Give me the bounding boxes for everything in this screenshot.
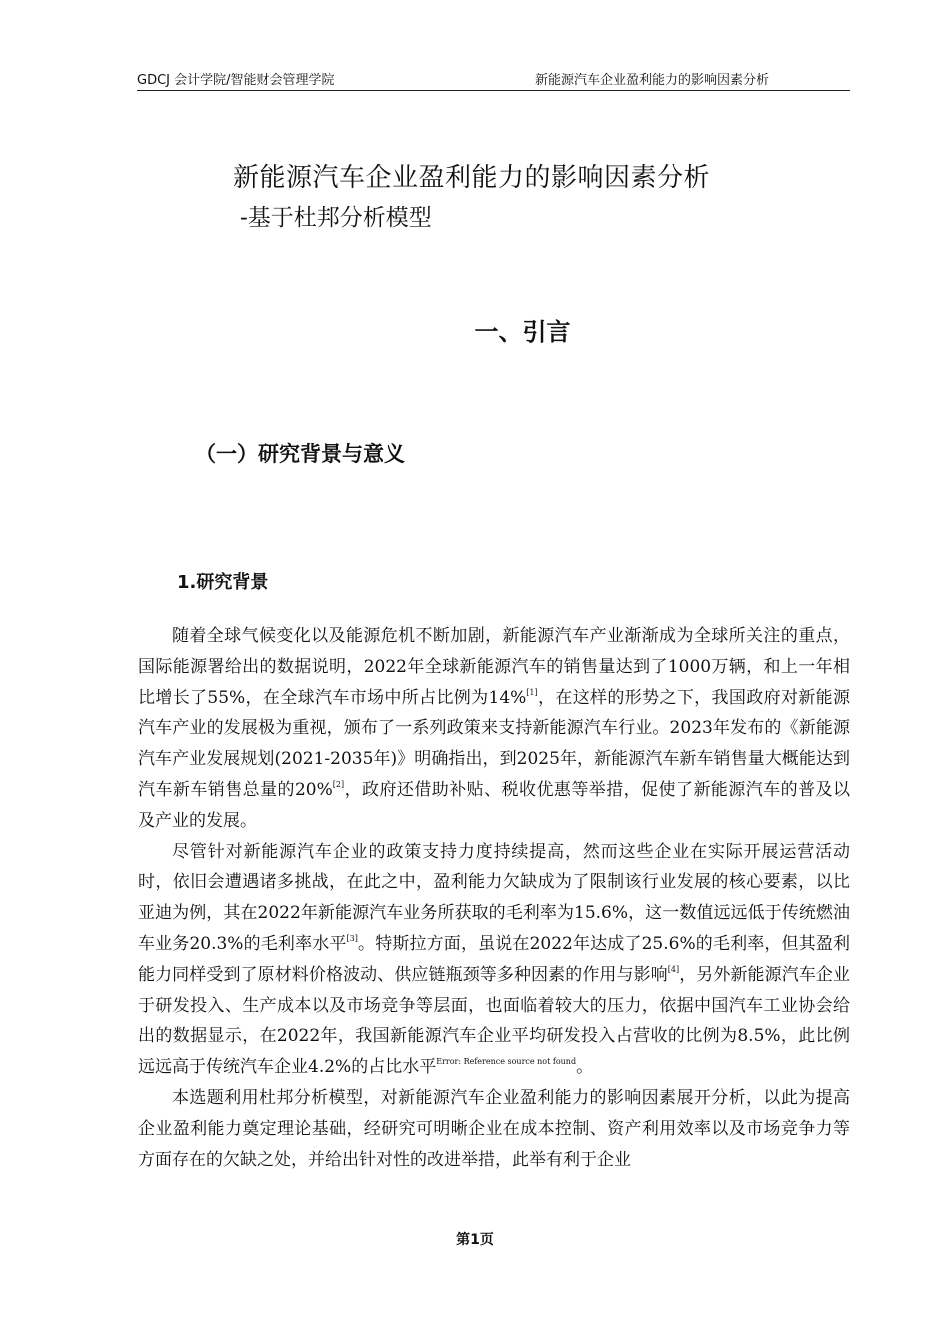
citation-ref[interactable]: [1] bbox=[526, 687, 538, 697]
paragraph-1 bbox=[138, 621, 850, 837]
paragraph-2 bbox=[138, 837, 850, 1083]
paragraph-text: ，另外新能源汽车企业于研发投入、生产成本以及市场竞争等层面，也面临着较大的压力，依据中国汽车工业协会给出的数据显示，在2022年，我国新能源汽车企业平均研发投入占营收的比例为8.5%，此比例远远高于传统汽车企业4.2%的占比水平 bbox=[138, 964, 851, 1078]
page-number: 第1页 bbox=[456, 1232, 494, 1248]
section-heading-text: 一、引言 bbox=[474, 318, 571, 346]
paragraph-text: ，在这样的形势之下，我国政府对新能源汽车产业的发展极为重视，颁布了一系列政策来支持新能源汽车行业。2023年发布的《新能源汽车产业发展规划(2021-2035年)》明确指出，到2025年，新能源汽车新车销售量大概能达到汽车新车销售总量的20% bbox=[138, 687, 851, 800]
subsubsection-heading: 1.研究背景 bbox=[177, 572, 269, 593]
paragraph-text: 。特斯拉方面，虽说在2022年达成了25.6%的毛利率，但其盈利能力同样受到了原材料价格波动、供应链瓶颈等多种因素的作用与影响 bbox=[138, 933, 850, 985]
body-text bbox=[138, 621, 850, 1175]
paper-subtitle: -基于杜邦分析模型 bbox=[240, 205, 432, 231]
paragraph-text: ，政府还借助补贴、税收优惠等举措，促使了新能源汽车的普及以及产业的发展。 bbox=[138, 779, 850, 831]
section-heading bbox=[0, 312, 950, 347]
paragraph-text: 本选题利用杜邦分析模型，对新能源汽车企业盈利能力的影响因素展开分析，以此为提高企业盈利能力奠定理论基础，经研究可明晰企业在成本控制、资产利用效率以及市场竞争力等方面存在的欠缺之处，并给出针对性的改进举措，此举有利于企业 bbox=[138, 1087, 850, 1170]
citation-ref[interactable]: [3] bbox=[346, 933, 358, 943]
citation-ref[interactable]: [2] bbox=[332, 779, 345, 789]
paragraph-text: 随着全球气候变化以及能源危机不断加剧，新能源汽车产业渐渐成为全球所关注的重点，国际能源署给出的数据说明，2022年全球新能源汽车的销售量达到了1000万辆，和上一年相比增长了55%，在全球汽车市场中所占比例为14% bbox=[138, 626, 850, 708]
header-institution: GDCJ 会计学院/智能财会管理学院 bbox=[137, 73, 335, 88]
paragraph-3 bbox=[138, 1083, 850, 1175]
paragraph-text: 。 bbox=[576, 1057, 594, 1078]
citation-error-ref[interactable]: Error: Reference source not found bbox=[436, 1057, 577, 1067]
page-header bbox=[137, 68, 850, 91]
paper-title: 新能源汽车企业盈利能力的影响因素分析 bbox=[233, 163, 711, 193]
citation-ref[interactable]: [4] bbox=[667, 964, 680, 974]
paragraph-text: 尽管针对新能源汽车企业的政策支持力度持续提高，然而这些企业在实际开展运营活动时，依旧会遭遇诸多挑战，在此之中，盈利能力欠缺成为了限制该行业发展的核心要素，以比亚迪为例，其在2022年新能源汽车业务所获取的毛利率为15.6%，这一数值远远低于传统燃油车业务20.3%的毛利率水平 bbox=[138, 841, 850, 954]
subsection-heading: （一）研究背景与意义 bbox=[195, 442, 405, 466]
header-running-title: 新能源汽车企业盈利能力的影响因素分析 bbox=[535, 73, 770, 88]
